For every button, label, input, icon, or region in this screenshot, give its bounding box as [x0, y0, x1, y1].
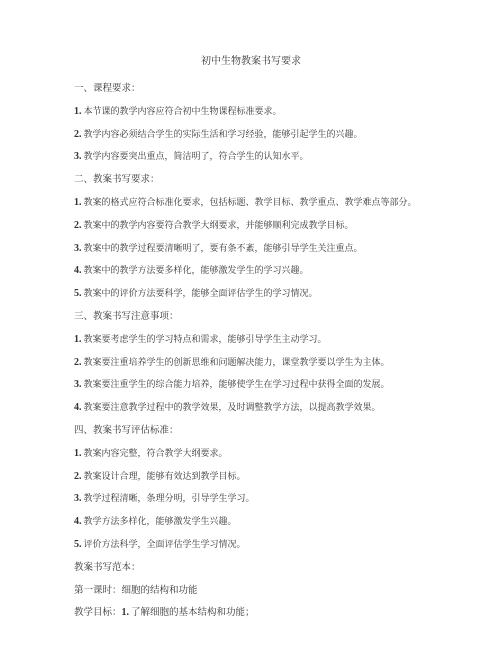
- list-item-text: 教案的格式应符合标准化要求，包括标题、教学目标、教学重点、教学难点等部分。: [83, 198, 417, 208]
- list-item: [74, 196, 417, 210]
- section-heading: 二、教案书写要求：: [74, 174, 160, 186]
- list-item: [74, 150, 309, 164]
- objective-line: [74, 606, 255, 620]
- list-item-number: 1.: [74, 197, 82, 208]
- list-item: [74, 470, 246, 484]
- list-item-text: 教案要注重培养学生的创新思维和问题解决能力，课堂教学要以学生为主体。: [83, 357, 390, 368]
- list-item-number: 1.: [74, 447, 82, 459]
- list-item-number: 2.: [74, 219, 82, 231]
- list-item-text: 教案中的教学内容要符合教学大纲要求，并能够顺利完成教学目标。: [83, 220, 354, 231]
- list-item: [74, 219, 354, 233]
- list-item-number: 2.: [74, 356, 82, 368]
- list-item-number: 4.: [74, 402, 82, 414]
- list-item-number: 2.: [74, 470, 82, 482]
- list-item-number: 4.: [74, 265, 82, 277]
- list-item-number: 3.: [74, 242, 82, 254]
- list-item-text: 教案中的教学方法要多样化，能够激发学生的学习兴趣。: [83, 266, 309, 277]
- list-item: [74, 242, 363, 256]
- list-item-number: 1.: [121, 607, 130, 619]
- list-item: [74, 128, 363, 142]
- list-item: [74, 492, 255, 506]
- section-heading: 一、课程要求：: [74, 83, 141, 94]
- document-title: 初中生物教案书写要求: [201, 56, 301, 67]
- list-item-number: 3.: [74, 151, 82, 163]
- list-item-text: 教案要注意教学过程中的教学效果，及时调整教学方法，以提高教学效果。: [83, 403, 381, 414]
- list-item-text: 本节课的教学内容应符合初中生物课程标准要求。: [83, 106, 282, 117]
- list-item: [74, 538, 246, 552]
- list-item-text: 教学内容必须结合学生的实际生活和学习经验，能够引起学生的兴趣。: [83, 129, 363, 140]
- list-item-text: 教案内容完整，符合教学大纲要求。: [83, 448, 228, 459]
- list-item-number: 3.: [74, 493, 82, 505]
- objective-label: 教学目标：: [74, 607, 122, 619]
- list-item: [74, 356, 390, 370]
- list-item-text: 教案要注重学生的综合能力培养，能够使学生在学习过程中获得全面的发展。: [83, 380, 390, 391]
- list-item: [74, 287, 318, 301]
- list-item-number: 4.: [74, 516, 82, 528]
- list-item: [74, 264, 309, 278]
- list-item-text: 教学方法多样化，能够激发学生兴趣。: [83, 517, 237, 528]
- list-item: [74, 105, 282, 119]
- list-item: [74, 515, 237, 529]
- list-item: [74, 333, 327, 347]
- list-item-text: 教学过程清晰，条理分明，引导学生学习。: [83, 494, 255, 505]
- list-item-number: 1.: [74, 333, 82, 345]
- section-heading: 四、教案书写评估标准：: [74, 425, 179, 436]
- list-item-text: 教案中的评价方法要科学，能够全面评估学生的学习情况。: [83, 289, 318, 300]
- list-item-number: 5.: [74, 288, 82, 300]
- list-item: [74, 401, 381, 415]
- list-item-number: 5.: [74, 539, 82, 550]
- list-item-text: 了解细胞的基本结构和功能；: [131, 607, 255, 619]
- list-item-text: 教案中的教学过程要清晰明了，要有条不紊，能够引导学生关注重点。: [83, 243, 363, 254]
- list-item-number: 1.: [74, 105, 82, 117]
- section-heading: 第一课时：细胞的结构和功能: [74, 584, 198, 596]
- list-item-text: 评价方法科学，全面评估学生学习情况。: [83, 540, 246, 550]
- list-item-text: 教案要考虑学生的学习特点和需求，能够引导学生主动学习。: [83, 334, 327, 345]
- section-heading: 三、教案书写注意事项：: [74, 311, 179, 322]
- list-item: [74, 447, 228, 461]
- section-heading: 教案书写范本：: [74, 561, 141, 573]
- list-item: [74, 378, 390, 392]
- list-item-number: 3.: [74, 379, 82, 391]
- list-item-text: 教学内容要突出重点，简洁明了，符合学生的认知水平。: [83, 152, 309, 163]
- list-item-text: 教案设计合理，能够有效达到教学目标。: [83, 471, 246, 482]
- list-item-number: 2.: [74, 128, 82, 140]
